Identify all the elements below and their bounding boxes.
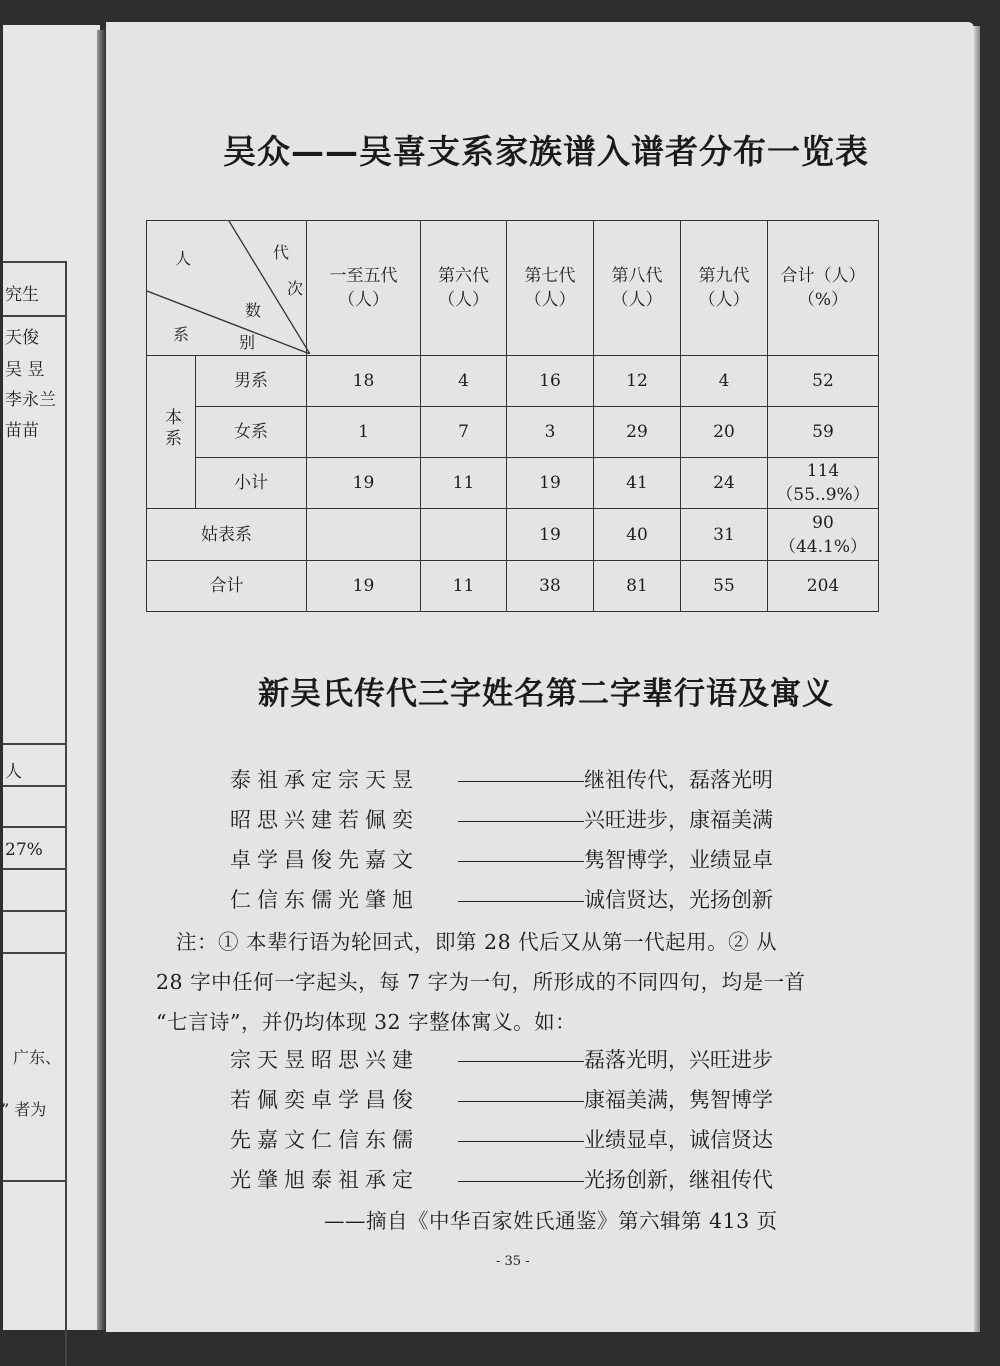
total-cell	[768, 458, 879, 509]
page	[106, 22, 974, 1332]
cell	[307, 509, 421, 560]
poem-meaning: 兴旺进步，康福美满	[584, 808, 773, 832]
note-line: 注：① 本辈行语为轮回式，即第 28 代后又从第一代起用。② 从	[176, 930, 778, 954]
dash	[458, 861, 584, 863]
cell: 4	[421, 355, 507, 406]
cell: 3	[507, 406, 594, 457]
column-header-label: 第九代	[698, 265, 750, 286]
total-cell: 59	[768, 406, 879, 457]
table-line	[3, 743, 65, 745]
left-name: 天俊	[5, 328, 39, 348]
cell: 38	[507, 560, 594, 611]
table-line	[3, 1180, 65, 1182]
cell: 11	[421, 560, 507, 611]
cell: 11	[421, 458, 507, 509]
left-footer-text: 广东、	[13, 1048, 62, 1067]
cell: 16	[507, 355, 594, 406]
row-label: 小计	[196, 458, 307, 509]
left-name: 李永兰	[5, 390, 56, 410]
total-percent: （55..9%）	[776, 485, 870, 506]
cell: 19	[507, 509, 594, 560]
cell: 41	[594, 458, 681, 509]
corner-label: 系	[173, 325, 190, 344]
example-chars: 先嘉文仁信东儒	[230, 1128, 419, 1152]
note-line: 28 字中任何一字起头，每 7 字为一句，所形成的不同四句，均是一首	[156, 970, 806, 994]
dash	[458, 821, 584, 823]
source-citation: ——摘自《中华百家姓氏通鉴》第六辑第 413 页	[324, 1209, 778, 1233]
note-line: “七言诗”，并仍均体现 32 字整体寓义。如：	[156, 1010, 577, 1034]
poem-line	[230, 884, 773, 914]
diagonal-header-cell	[147, 221, 307, 356]
left-cell: 人	[5, 762, 22, 782]
poem-line	[230, 764, 773, 794]
cell: 40	[594, 509, 681, 560]
corner-label: 代	[273, 243, 290, 262]
cell	[421, 509, 507, 560]
column-header-unit: （人）	[438, 289, 489, 310]
left-cell: 27%	[5, 840, 43, 860]
column-header	[421, 221, 507, 356]
poem-chars: 仁信东儒光肇旭	[230, 888, 419, 912]
cell: 19	[507, 458, 594, 509]
column-header-unit: （人）	[524, 289, 576, 310]
corner-label: 数	[245, 301, 262, 320]
total-cell: 204	[768, 560, 879, 611]
total-value: 114	[806, 461, 840, 482]
left-table-header: 究生	[5, 285, 39, 305]
table-line	[3, 826, 65, 828]
column-header-label: 第六代	[438, 265, 489, 286]
example-line	[230, 1164, 773, 1194]
generations-title: 新吴氏传代三字姓名第二字辈行语及寓义	[258, 676, 834, 712]
corner-label: 人	[175, 249, 192, 268]
column-header	[681, 221, 768, 356]
corner-label: 次	[287, 279, 304, 298]
cell: 55	[681, 560, 768, 611]
table-row	[147, 406, 879, 457]
poem-chars: 卓学昌俊先嘉文	[230, 848, 419, 872]
column-header-label: 第七代	[524, 265, 576, 286]
poem-meaning: 诚信贤达，光扬创新	[584, 888, 773, 912]
cell: 7	[421, 406, 507, 457]
column-header-label: 第八代	[611, 265, 663, 286]
total-value: 90	[812, 512, 834, 533]
dash	[458, 781, 584, 783]
column-header	[507, 221, 594, 356]
poem-meaning: 继祖传代，磊落光明	[584, 768, 773, 792]
column-header-unit: （人）	[338, 289, 389, 310]
dash	[458, 1181, 584, 1183]
table-line	[3, 315, 65, 317]
poem-chars: 泰祖承定宗天昱	[230, 768, 419, 792]
total-percent: （44.1%）	[778, 536, 867, 557]
cell: 12	[594, 355, 681, 406]
column-header	[307, 221, 421, 356]
example-line	[230, 1084, 773, 1114]
left-table-border	[65, 261, 67, 1366]
total-cell: 52	[768, 355, 879, 406]
table-line	[3, 910, 65, 912]
example-meaning: 康福美满，隽智博学	[584, 1088, 773, 1112]
example-line	[230, 1044, 773, 1074]
row-label: 女系	[196, 406, 307, 457]
group-label: 本系	[161, 407, 181, 450]
table-line	[3, 868, 65, 870]
page-number: - 35 -	[496, 1254, 530, 1269]
cell: 4	[681, 355, 768, 406]
column-header-unit: （人）	[611, 289, 663, 310]
cell: 20	[681, 406, 768, 457]
column-header-unit: （%）	[797, 289, 849, 310]
row-label: 男系	[196, 355, 307, 406]
cell: 29	[594, 406, 681, 457]
group-label-cell	[147, 355, 196, 509]
table-row	[147, 509, 879, 560]
left-name: 吴 昱	[5, 360, 45, 380]
example-line	[230, 1124, 773, 1154]
poem-line	[230, 844, 773, 874]
cell: 18	[307, 355, 421, 406]
left-name: 苗苗	[5, 421, 39, 441]
cell: 19	[307, 560, 421, 611]
table-row	[147, 560, 879, 611]
example-chars: 宗天昱昭思兴建	[230, 1048, 419, 1072]
example-meaning: 磊落光明，兴旺进步	[584, 1048, 773, 1072]
column-header-label: 一至五代	[329, 265, 398, 286]
table-line	[3, 261, 65, 263]
poem-chars: 昭思兴建若佩奕	[230, 808, 419, 832]
column-header	[594, 221, 681, 356]
table-row	[147, 355, 879, 406]
example-meaning: 业绩显卓，诚信贤达	[584, 1128, 773, 1152]
cell: 81	[594, 560, 681, 611]
column-header-label: 合计（人）	[780, 265, 866, 286]
poem-line	[230, 804, 773, 834]
table-title: 吴众——吴喜支系家族谱入谱者分布一览表	[223, 132, 869, 171]
book-spine	[97, 30, 106, 1330]
cell: 19	[307, 458, 421, 509]
example-chars: 光肇旭泰祖承定	[230, 1168, 419, 1192]
dash	[458, 1101, 584, 1103]
cell: 24	[681, 458, 768, 509]
table-line	[3, 785, 65, 787]
dash	[458, 901, 584, 903]
total-cell	[768, 509, 879, 560]
row-label: 姑表系	[147, 509, 307, 560]
cell: 1	[307, 406, 421, 457]
corner-label: 别	[239, 333, 256, 352]
example-chars: 若佩奕卓学昌俊	[230, 1088, 419, 1112]
dash	[458, 1141, 584, 1143]
left-footer-text: ” 者为	[1, 1100, 47, 1119]
left-page	[3, 25, 100, 1330]
table-header-row	[147, 221, 879, 356]
example-meaning: 光扬创新，继祖传代	[584, 1168, 773, 1192]
dash	[458, 1061, 584, 1063]
poem-meaning: 隽智博学，业绩显卓	[584, 848, 773, 872]
row-label: 合计	[147, 560, 307, 611]
cell: 31	[681, 509, 768, 560]
distribution-table	[146, 220, 879, 612]
table-row	[147, 458, 879, 509]
table-line	[3, 952, 65, 954]
page-edge	[974, 26, 980, 1332]
column-header	[768, 221, 879, 356]
column-header-unit: （人）	[698, 289, 750, 310]
